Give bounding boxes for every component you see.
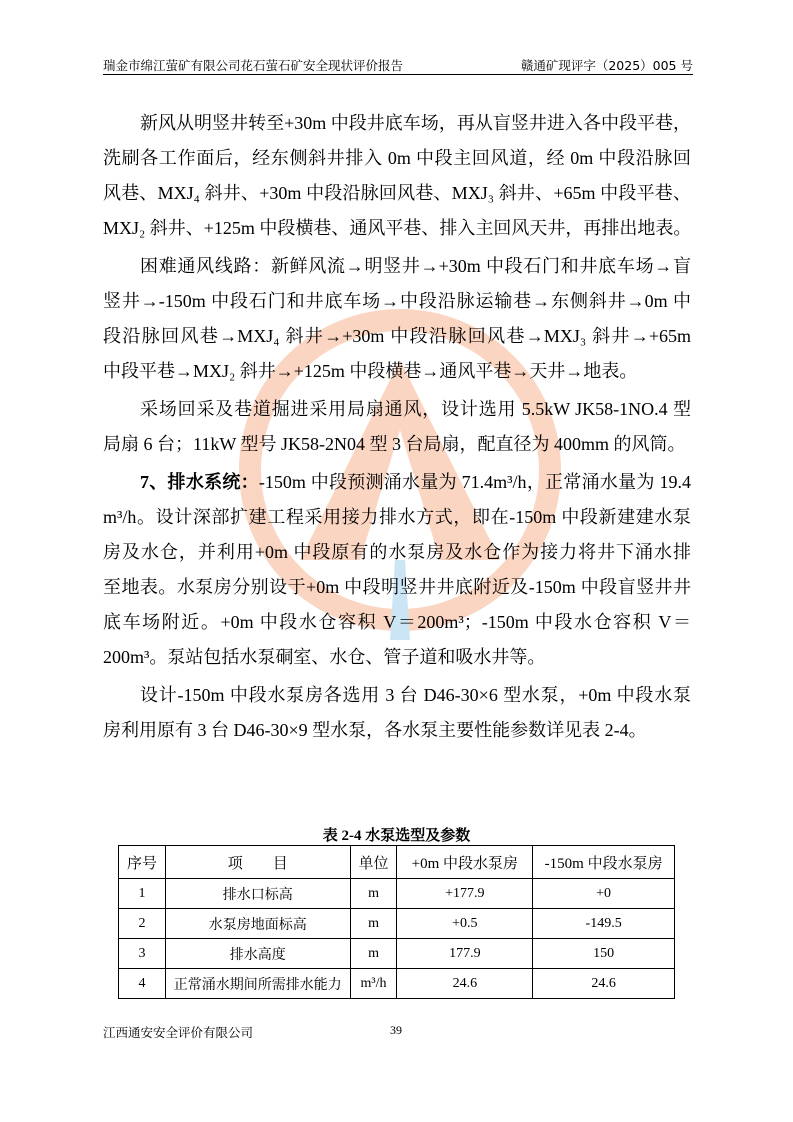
cell: 4 — [119, 969, 166, 999]
cell: 正常涌水期间所需排水能力 — [165, 969, 350, 999]
cell: 2 — [119, 909, 166, 939]
text-line: 采场回采及巷道掘进采用局扇通风，设计选用 5.5kW JK58-1NO.4 型 — [140, 399, 691, 419]
section-heading: 7、排水系统： — [140, 472, 259, 492]
cell: +0.5 — [397, 909, 533, 939]
cell: -149.5 — [533, 909, 675, 939]
report-title: 瑞金市绵江萤矿有限公司花石萤石矿安全现状评价报告 — [103, 58, 404, 73]
cell: +177.9 — [397, 879, 533, 909]
text-line: 房及水仓，并利用+0m 中段原有的水泵房及水仓作为接力将井下涌水排 — [103, 542, 691, 562]
cell: 177.9 — [397, 939, 533, 969]
table-row — [119, 969, 675, 999]
paragraph-pumps — [103, 678, 691, 748]
cell: 150 — [533, 939, 675, 969]
text-line: 困难通风线路：新鲜风流→明竖井→+30m 中段石门和井底车场→盲 — [140, 256, 691, 276]
cell: +0 — [533, 879, 675, 909]
header-cell: 项 目 — [165, 846, 350, 879]
table-caption: 表 2-4 水泵选型及参数 — [322, 828, 471, 844]
text-line: 段沿脉回风巷→MXJ₄ 斜井→+30m 中段沿脉回风巷→MXJ₃ 斜井→+65m — [103, 326, 691, 346]
table-row — [119, 879, 675, 909]
header-cell: 单位 — [350, 846, 397, 879]
text-line: 新风从明竖井转至+30m 中段井底车场，再从盲竖井进入各中段平巷， — [140, 113, 691, 133]
report-number: 赣通矿现评字（2025）005 号 — [520, 58, 693, 73]
cell: 3 — [119, 939, 166, 969]
text-line: 风巷、MXJ₄ 斜井、+30m 中段沿脉回风巷、MXJ₃ 斜井、+65m 中段平巷、 — [103, 183, 691, 203]
footer-company: 江西通安安全评价有限公司 — [103, 1025, 254, 1040]
paragraph-difficult-route — [103, 249, 691, 389]
text-line: 底车场附近。+0m 中段水仓容积 V＝200m³；-150m 中段水仓容积 V＝ — [103, 612, 691, 632]
cell: m³/h — [350, 969, 397, 999]
table-row — [119, 909, 675, 939]
header-cell: +0m 中段水泵房 — [397, 846, 533, 879]
text-line: 局扇 6 台；11kW 型号 JK58-2N04 型 3 台局扇，配直径为 400mm 的风筒。 — [103, 434, 686, 454]
text-line: 设计-150m 中段水泵房各选用 3 台 D46-30×6 型水泵，+0m 中段水泵 — [140, 685, 691, 705]
paragraph-ventilation — [103, 106, 691, 246]
body-text — [103, 106, 691, 751]
header-cell: 序号 — [119, 846, 166, 879]
cell: m — [350, 879, 397, 909]
cell: 24.6 — [533, 969, 675, 999]
cell: m — [350, 909, 397, 939]
page-header — [103, 56, 693, 75]
cell: m — [350, 939, 397, 969]
pump-table — [118, 845, 675, 999]
text-line: 至地表。水泵房分别设于+0m 中段明竖井井底附近及-150m 中段盲竖井井 — [103, 577, 691, 597]
cell: 水泵房地面标高 — [165, 909, 350, 939]
text-span: -150m 中段预测涌水量为 71.4m³/h，正常涌水量为 19.4 — [258, 472, 691, 492]
text-line: 中段平巷→MXJ₂ 斜井→+125m 中段横巷→通风平巷→天井→地表。 — [103, 361, 638, 381]
text-line: 房利用原有 3 台 D46-30×9 型水泵，各水泵主要性能参数详见表 2-4。 — [103, 720, 647, 740]
cell: 排水高度 — [165, 939, 350, 969]
paragraph-local-fan — [103, 392, 691, 462]
header-cell: -150m 中段水泵房 — [533, 846, 675, 879]
text-line: 洗刷各工作面后，经东侧斜井排入 0m 中段主回风道，经 0m 中段沿脉回 — [103, 148, 691, 168]
cell: 排水口标高 — [165, 879, 350, 909]
text-line: m³/h。设计深部扩建工程采用接力排水方式，即在-150m 中段新建建水泵 — [103, 507, 691, 527]
page-number: 39 — [390, 1023, 402, 1037]
text-line: 200m³。泵站包括水泵硐室、水仓、管子道和吸水井等。 — [103, 647, 546, 667]
cell: 24.6 — [397, 969, 533, 999]
text-line: 竖井→-150m 中段石门和井底车场→中段沿脉运输巷→东侧斜井→0m 中 — [103, 291, 691, 311]
paragraph-drainage — [103, 465, 691, 675]
text-line — [103, 465, 691, 500]
table-header-row — [119, 846, 675, 879]
table-row — [119, 939, 675, 969]
cell: 1 — [119, 879, 166, 909]
text-line: MXJ₂ 斜井、+125m 中段横巷、通风平巷、排入主回风天井，再排出地表。 — [103, 218, 692, 238]
